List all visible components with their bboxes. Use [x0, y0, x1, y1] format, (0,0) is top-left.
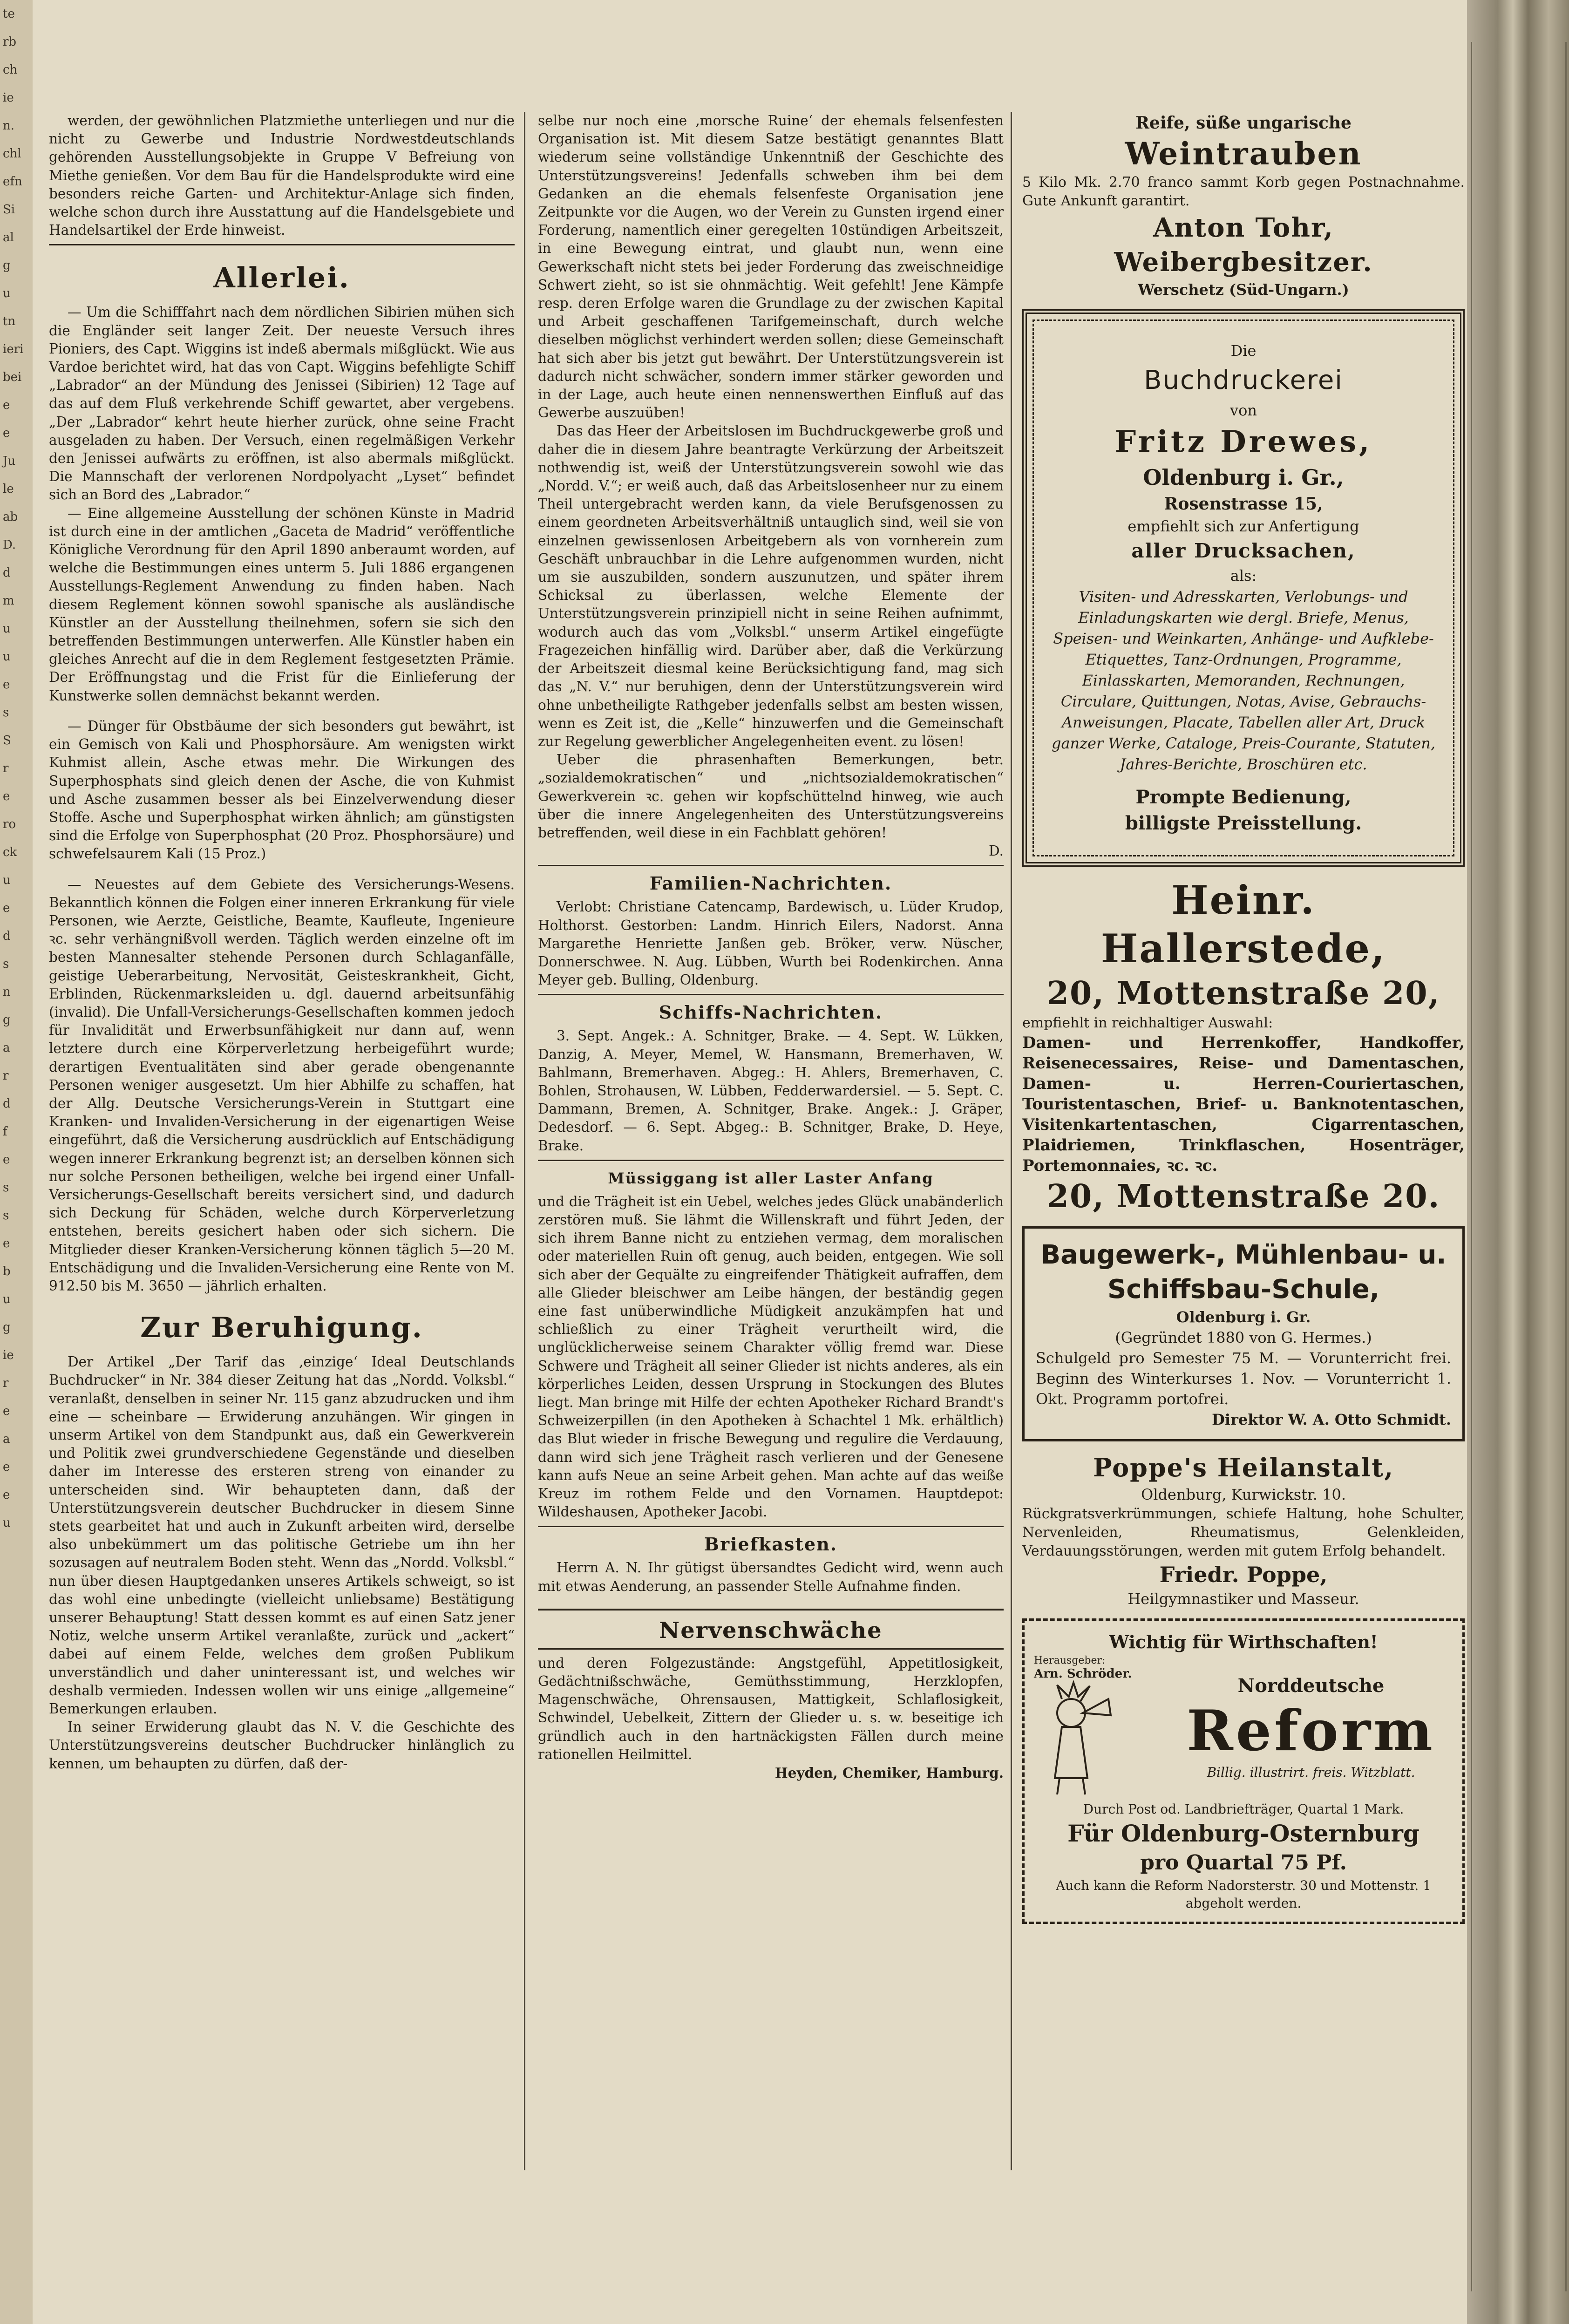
hallerstede-name: Heinr. Hallerstede,	[1100, 877, 1386, 972]
reform-price: pro Quartal 75 Pf.	[1140, 1851, 1347, 1875]
adjacent-page-text-fragment: u	[3, 873, 11, 887]
hallerstede-intro: empfiehlt in reichhaltiger Auswahl:	[1022, 1015, 1273, 1031]
reform-heading: Wichtig für Wirthschaften!	[1109, 1631, 1378, 1652]
buchdruckerei-drucksachen: aller Drucksachen,	[1131, 539, 1356, 562]
reform-editor: Arn. Schröder.	[1034, 1667, 1132, 1681]
column-right	[1022, 112, 1465, 1933]
adjacent-page-text-fragment: ie	[3, 91, 14, 105]
adjacent-page-text-fragment: g	[3, 1320, 11, 1334]
adjacent-page-text-fragment: s	[3, 1209, 9, 1223]
poppe-signature: Friedr. Poppe,	[1159, 1562, 1328, 1587]
adjacent-page-fragment	[0, 0, 34, 2324]
column-rule	[524, 112, 525, 2170]
adjacent-page-text-fragment: e	[3, 1153, 10, 1167]
adjacent-page-text-fragment: chl	[3, 147, 21, 161]
adjacent-page-text-fragment: ab	[3, 510, 18, 524]
poppe-name: Poppe's Heilanstalt,	[1093, 1453, 1394, 1482]
newspaper-page	[33, 0, 1467, 2324]
reform-subtitle: Billig. illustrirt. freis. Witzblatt.	[1207, 1765, 1415, 1780]
adjacent-page-text-fragment: u	[3, 1292, 11, 1306]
adjacent-page-text-fragment: rb	[3, 35, 17, 49]
adjacent-page-text-fragment: u	[3, 622, 11, 636]
buchdruckerei-von: von	[1230, 401, 1257, 419]
baugewerk-founded: (Gegründet 1880 von G. Hermes.)	[1115, 1329, 1372, 1346]
section-heading-briefkasten: Briefkasten.	[704, 1534, 838, 1555]
adjacent-page-text-fragment: te	[3, 7, 15, 21]
adjacent-page-text-fragment: bei	[3, 370, 22, 384]
adjacent-page-text-fragment: e	[3, 789, 10, 803]
muessiggang-text: und die Trägheit ist ein Uebel, welches jedes Glück unabänderlich zerstören muß. Sie lähmt die Willenskraft und führt Jeden, der sich ihrem Banne nicht zu entziehen vermag, dem moralischen oder materiellen Ruin oft genug, auch beiden, entgegen. Wie soll sich aber der Gequälte zu eingreifender Thätigkeit aufraffen, dem alle Glieder bleischwer am Leibe hängen, der beständig gegen eine fast unüberwindliche Müdigkeit anzukämpfen hat und schließlich zu einer Trägheit verurtheilt wird, die unglücklicherweise seinem Charakter völlig fremd war. Diese Schwere und Trägheit all seiner Glieder ist nichts anderes, als ein körperliches Leiden, dessen Ursprung in Stockungen des Blutes liegt. Man bringe mit Hilfe der echten Apotheker Richard Brandt's Schweizerpillen (in den Apotheken à Schachtel 1 Mk. erhältlich) das Blut wieder in frische Bewegung und regulire die Verdauung, dann wird sich jene Trägheit rasch verlieren und der Genesene kann aufs Neue an seine Arbeit gehen. Man achte auf das weiße Kreuz im rothem Felde und den Vornamen. Hauptdepot: Wildeshausen, Apotheker Jacobi.	[538, 1193, 1004, 1520]
section-heading-beruhigung: Zur Beruhigung.	[140, 1311, 423, 1345]
nervenschwaeche-heading: Nervenschwäche	[659, 1617, 883, 1644]
familien-text: Verlobt: Christiane Catencamp, Bardewisch, u. Lüder Krudop, Holthorst. Gestorben: Landm. Hinrich Eilers, Nadorst. Anna Margarethe Henriette Janßen geb. Bröker, verw. Nüscher, Donnerschwee. N. Aug. Lübben, Wurth bei Rodenkirchen. Anna Meyer geb. Bulling, Oldenburg.	[538, 899, 1004, 988]
nervenschwaeche-text: und deren Folgezustände: Angstgefühl, Appetitlosigkeit, Gedächtnißschwäche, Gemüthsstimmung, Herzklopfen, Magenschwäche, Ohrensausen, Mattigkeit, Schlaflosigkeit, Schwindel, Uebelkeit, Zittern der Glieder u. s. w. beseitige ich gründlich auch in den hartnäckigsten Fällen durch meine rationellen Heilmittel.	[538, 1655, 1004, 1762]
adjacent-page-text-fragment: u	[3, 286, 11, 300]
buchdruckerei-als: als:	[1230, 567, 1257, 584]
adjacent-page-text-fragment: Ju	[3, 454, 16, 468]
adjacent-page-text-fragment: Si	[3, 203, 15, 217]
nervenschwaeche-signature: Heyden, Chemiker, Hamburg.	[774, 1765, 1004, 1781]
poppe-ad	[1022, 1451, 1465, 1609]
buchdruckerei-items: Visiten- und Adresskarten, Verlobungs- und Einladungskarten wie dergl. Briefe, Menus, Speisen- und Weinkarten, Anhänge- und Aufklebe-Etiquettes, Tanz-Ordnungen, Programme, Einlasskarten, Memoranden, Rechnungen, Circulare, Quittungen, Notas, Avise, Gebrauchs-Anweisungen, Placate, Tabellen aller Art, Druck ganzer Werke, Cataloge, Preis-Courante, Statuten, Jahres-Berichte, Broschüren etc.	[1051, 588, 1435, 773]
weintrauben-location: Werschetz (Süd-Ungarn.)	[1138, 281, 1349, 299]
schiffs-text: 3. Sept. Angek.: A. Schnitger, Brake. — 4. Sept. W. Lükken, Danzig, A. Meyer, Memel, W. Hansmann, Bremerhaven, W. Bahlmann, Bremerhaven. Abgeg.: H. Ahlers, Bremerhaven, C. Bohlen, Strohausen, W. Lübben, Fedderwardersiel. — 5. Sept. C. Dammann, Bremen, A. Schnitger, Brake. Angek.: J. Gräper, Dedesdorf. — 6. Sept. Abgeg.: B. Schnitger, Brake, D. Heye, Brake.	[538, 1028, 1004, 1154]
adjacent-page-text-fragment: ieri	[3, 342, 24, 356]
buchdruckerei-ad	[1022, 309, 1465, 867]
adjacent-page-text-fragment: ie	[3, 1348, 14, 1362]
adjacent-page-text-fragment: S	[3, 734, 11, 747]
reform-norddeutsche: Norddeutsche	[1237, 1675, 1385, 1697]
jester-trumpet-icon	[1034, 1680, 1113, 1797]
intro-paragraph: werden, der gewöhnlichen Platzmiethe unterliegen und nur die nicht zu Gewerbe und Industrie Nordwestdeutschlands gehörenden Ausstellungsobjekte in Gruppe V Befreiung von Miethe genießen. Vor dem Bau für die Handelsprodukte wird eine besonders reiche Garten- und Architektur-Anlage sich finden, welche schon durch ihre Ausstattung auf die Handelsgebiete und Handelsartikel der Erde hinweist.	[49, 113, 515, 238]
briefkasten-text: Herrn A. N. Ihr gütigst übersandtes Gedicht wird, wenn auch mit etwas Aenderung, an passender Stelle Aufnahme finden.	[538, 1560, 1004, 1594]
poppe-title: Heilgymnastiker und Masseur.	[1128, 1590, 1359, 1608]
reform-editor-label: Herausgeber:	[1034, 1655, 1106, 1666]
muessiggang-title: Müssiggang ist aller Laster Anfang	[608, 1169, 934, 1187]
reform-ad	[1022, 1618, 1465, 1924]
buchdruckerei-service: Prompte Bedienung,	[1135, 786, 1352, 808]
poppe-text: Rückgratsverkrümmungen, schiefe Haltung, hohe Schulter, Nervenleiden, Rheumatismus, Gelenkleiden, Verdauungsstörungen, werden mit gutem Erfolg behandelt.	[1022, 1506, 1465, 1559]
hallerstede-address-repeat: 20, Mottenstraße 20.	[1046, 1178, 1440, 1215]
adjacent-page-text-fragment: d	[3, 1097, 11, 1111]
adjacent-page-text-fragment: b	[3, 1264, 11, 1278]
reform-region: Für Oldenburg-Osternburg	[1067, 1820, 1420, 1847]
adjacent-page-text-fragment: D.	[3, 538, 16, 552]
adjacent-page-text-fragment: f	[3, 1125, 7, 1139]
adjacent-page-text-fragment: a	[3, 1041, 10, 1055]
baugewerk-director: Direktor W. A. Otto Schmidt.	[1212, 1411, 1451, 1428]
buchdruckerei-offer: empfiehlt sich zur Anfertigung	[1128, 517, 1359, 535]
article-paragraph: — Um die Schifffahrt nach dem nördlichen Sibirien mühen sich die Engländer seit langer Zeit. Der neueste Versuch ihres Pioniers, des Capt. Wiggins ist indeß abermals mißglückt. Wie aus Vardoe berichtet wird, hat das von Capt. Wiggins befehligte Schiff „Labrador“ an der Mündung des Jenissei (Sibirien) 12 Tage auf das auf dem Fluß verkehrende Schiff gewartet, aber vergebens. „Der „Labrador“ kehrt heute hierher zurück, ohne seine Fracht ausgeladen zu haben. Der Versuch, einen regelmäßigen Verkehr den Jenissei aufwärts zu eröffnen, ist also abermals mißglückt. Die Mannschaft der verlorenen Nordpolyacht „Lyset“ befindet sich an Bord des „Labrador.“	[49, 304, 515, 503]
adjacent-page-text-fragment: e	[3, 398, 10, 412]
section-divider	[49, 244, 515, 245]
hallerstede-ad	[1022, 876, 1465, 1217]
buchdruckerei-street: Rosenstrasse 15,	[1164, 494, 1323, 514]
adjacent-page-text-fragment: a	[3, 1432, 10, 1446]
section-heading-allerlei: Allerlei.	[213, 262, 350, 295]
column-rule	[1011, 112, 1012, 2170]
hallerstede-address: 20, Mottenstraße 20,	[1046, 975, 1440, 1012]
baugewerk-title-2: Schiffsbau-Schule,	[1107, 1274, 1379, 1305]
adjacent-page-text-fragment: n.	[3, 119, 15, 133]
adjacent-page-text-fragment: s	[3, 1181, 9, 1195]
weintrauben-ad	[1022, 112, 1465, 300]
adjacent-page-text-fragment: ck	[3, 845, 17, 859]
weintrauben-seller: Anton Tohr, Weibergbesitzer.	[1114, 212, 1373, 278]
adjacent-page-text-fragment: e	[3, 1404, 10, 1418]
buchdruckerei-prices: billigste Preisstellung.	[1125, 812, 1362, 834]
column-left	[49, 112, 515, 1773]
nervenschwaeche-ad	[538, 1609, 1004, 1650]
adjacent-page-text-fragment: le	[3, 482, 14, 496]
reform-title: Reform	[1187, 1698, 1435, 1764]
section-divider	[538, 865, 1004, 866]
adjacent-page-text-fragment: e	[3, 1237, 10, 1250]
poppe-location: Oldenburg, Kurwickstr. 10.	[1141, 1486, 1346, 1503]
column-middle	[538, 112, 1004, 1782]
article-paragraph: selbe nur noch eine ‚morsche Ruine‘ der ehemals felsenfesten Organisation ist. Mit diesem Satze bestätigt genanntes Blatt wiederum seine vollständige Unkenntniß der Geschichte des Unterstützungsvereins! Jedenfalls schweben ihm bei dem Gedanken an die ehemals felsenfeste Organisation jene Zeitpunkte vor die Augen, wo der Verein zu Gunsten irgend einer Forderung, namentlich einer geregelten 10stündigen Arbeitszeit, in eine Bewegung eintrat, und glaubt nun, wenn eine Gewerkschaft nicht stets bei jeder Forderung das zweischneidige Schwert zieht, so ist sie ohnmächtig. Weit gefehlt! Jene Kämpfe resp. deren Erfolge waren die Grundlage zu der zwischen Kapital und Arbeit geschaffenen Tarifgemeinschaft, durch welche dieselben möglichst verhindert werden sollen; diese Gemeinschaft hat sich aber bis jetzt gut bewährt. Der Unterstützungsverein ist dadurch nicht schwächer, sondern immer stärker geworden und in der Lage, auch heute einen nennenswerthen Einfluß auf das Gewerbe auszuüben!	[538, 113, 1004, 421]
buchdruckerei-die: Die	[1230, 342, 1257, 360]
adjacent-page-text-fragment: s	[3, 957, 9, 971]
adjacent-page-text-fragment: e	[3, 901, 10, 915]
weintrauben-text: 5 Kilo Mk. 2.70 franco sammt Korb gegen Postnachnahme. Gute Ankunft garantirt.	[1022, 174, 1465, 209]
baugewerk-ad	[1022, 1226, 1465, 1441]
section-divider	[538, 1526, 1004, 1527]
adjacent-page-text-fragment: u	[3, 1516, 11, 1530]
baugewerk-details: Schulgeld pro Semester 75 M. — Vorunterricht frei. Beginn des Winterkurses 1. Nov. — Vorunterricht 1. Okt. Programm portofrei.	[1036, 1349, 1451, 1408]
baugewerk-title-1: Baugewerk-, Mühlenbau- u.	[1040, 1240, 1447, 1270]
section-heading-schiffs: Schiffs-Nachrichten.	[659, 1002, 883, 1023]
adjacent-page-text-fragment: ro	[3, 817, 16, 831]
article-paragraph: In seiner Erwiderung glaubt das N. V. die Geschichte des Unterstützungsvereins deutscher Buchdrucker hinlänglich zu kennen, um behaupten zu dürfen, daß der-	[49, 1719, 515, 1772]
adjacent-page-text-fragment: e	[3, 1488, 10, 1502]
adjacent-page-text-fragment: e	[3, 1460, 10, 1474]
book-spine	[1467, 0, 1569, 2324]
section-heading-familien: Familien-Nachrichten.	[649, 873, 892, 894]
section-divider	[538, 1160, 1004, 1161]
reform-pickup-note: Auch kann die Reform Nadorsterstr. 30 und Mottenstr. 1 abgeholt werden.	[1056, 1878, 1431, 1911]
article-paragraph: Der Artikel „Der Tarif das ‚einzige‘ Ideal Deutschlands Buchdrucker“ in Nr. 384 dieser Zeitung hat das „Nordd. Volksbl.“ veranlaßt, denselben in seiner Nr. 115 ganz abzudrucken und ihm eine — scheinbare — Erwiderung anzuhängen. Wir gingen in unserm Artikel von dem Standpunkt aus, daß ein Gewerkverein und Politik zwei grundverschiedene Gegenstände und dieselben daher im Interesse des ersteren streng von einander zu unterscheiden sind. Wir behaupteten dann, daß der Unterstützungsverein deutscher Buchdrucker in diesem Sinne stets gearbeitet hat und auch in Zukunft arbeiten wird, derselbe also unbekümmert um das politische Getriebe um ihn her sozusagen auf neutralem Boden steht. Wenn das „Nordd. Volksbl.“ nun über diesen Hauptgedanken unseres Artikels schweigt, so ist das wohl eine unbedingte (vielleicht unliebsame) Bestätigung unserer Behauptung! Statt dessen kommt es auf einen Satz jener Notiz, welche unserm Artikel veranlaßte, zurück und „ackert“ dabei auf einem Felde, welches dem großen Publikum unverständlich und daher uninteressant ist, und welches wir deshalb vermieden. Indessen wollen wir uns einige „allgemeine“ Bemerkungen erlauben.	[49, 1354, 515, 1717]
hallerstede-items: Damen- und Herrenkoffer, Handkoffer, Reisenecessaires, Reise- und Damentaschen, Damen- u. Herren-Couriertaschen, Touristentaschen, Brief- u. Banknotentaschen, Visitenkartentaschen, Cigarrentaschen, Plaidriemen, Trinkflaschen, Hosenträger, Portemonnaies, ꝛc. ꝛc.	[1022, 1033, 1465, 1175]
adjacent-page-text-fragment: e	[3, 426, 10, 440]
buchdruckerei-owner: Fritz Drewes,	[1114, 424, 1372, 459]
adjacent-page-text-fragment: efn	[3, 175, 22, 189]
baugewerk-city: Oldenburg i. Gr.	[1176, 1308, 1311, 1326]
buchdruckerei-city: Oldenburg i. Gr.,	[1143, 465, 1344, 490]
adjacent-page-text-fragment: u	[3, 650, 11, 664]
adjacent-page-text-fragment: r	[3, 1069, 9, 1083]
weintrauben-title: Weintrauben	[1125, 136, 1362, 172]
adjacent-page-text-fragment: r	[3, 761, 9, 775]
reform-delivery: Durch Post od. Landbriefträger, Quartal 1 Mark.	[1083, 1801, 1404, 1817]
section-divider	[538, 994, 1004, 995]
adjacent-page-text-fragment: g	[3, 1013, 11, 1027]
article-paragraph: — Neuestes auf dem Gebiete des Versicherungs-Wesens. Bekanntlich können die Folgen einer inneren Erkrankung für viele Personen, wie Aerzte, Geistliche, Beamte, Kaufleute, Ingenieure ꝛc. sehr verhängnißvoll werden. Täglich werden einzelne oft im besten Mannesalter stehende Personen durch Schlaganfälle, geistige Ueberarbeitung, Nervosität, Geisteskrankheit, Gicht, Erblinden, Rückenmarksleiden u. dgl. dauernd arbeitsunfähig (invalid). Die Unfall-Versicherungs-Gesellschaften kommen jedoch für Invalidität und Erwerbsunfähigkeit nur dann auf, wenn letztere durch eine Körperverletzung herbeigeführt wurde; derartigen Eventualitäten sind aber gerade obengenannte Personen weniger ausgesetzt. Um hier Abhilfe zu schaffen, hat der Allg. Deutsche Versicherungs-Verein in Stuttgart eine Kranken- und Invaliden-Versicherung in der eigenartigen Weise eingeführt, daß die Versicherung ausdrücklich auf Entschädigung wegen innerer Erkrankung begrenzt ist; an derselben können sich nur solche Personen betheiligen, welche bei irgend einer Unfall-Versicherungs-Gesellschaft bereits versichert sind, und dadurch sich Deckung für Schäden, welche durch Körperverletzung entstehen, bereits gesichert haben oder sich sichern. Die Mitglieder dieser Kranken-Versicherung können täglich 5—20 M. Entschädigung und die Invaliden-Versicherung eine Rente von M. 912.50 bis M. 3650 — jährlich erhalten.	[49, 876, 515, 1294]
article-paragraph: Ueber die phrasenhaften Bemerkungen, betr. „sozialdemokratischen“ und „nichtsozialdemokratischen“ Gewerkverein ꝛc. gehen wir kopfschüttelnd hinweg, wie auch über die innere Angelegenheiten des Unterstützungsvereins betreffenden, weil diese in ein Fachblatt gehören!	[538, 752, 1004, 841]
adjacent-page-text-fragment: d	[3, 566, 11, 580]
article-paragraph: — Eine allgemeine Ausstellung der schönen Künste in Madrid ist durch eine in der amtlichen „Gaceta de Madrid“ veröffentliche Königliche Verordnung für den April 1890 anberaumt worden, auf welche die Bestimmungen eines unterm 5. Juli 1886 ergangenen Ausstellungs-Reglement Anwendung zu finden haben. Nach diesem Reglement können sowohl spanische als ausländische Künstler an der Ausstellung theilnehmen, sofern sie sich den betreffenden Bestimmungen unterwerfen. Alle Künstler haben ein gleiches Anrecht auf die in dem Reglement festgesetzten Prämie. Der Eröffnungstag und die Frist für die Einlieferung der Kunstwerke sollen demnächst bekannt werden.	[49, 505, 515, 704]
adjacent-page-text-fragment: d	[3, 929, 11, 943]
adjacent-page-text-fragment: tn	[3, 314, 16, 328]
adjacent-page-text-fragment: g	[3, 258, 11, 272]
adjacent-page-text-fragment: m	[3, 594, 14, 608]
article-paragraph: Das das Heer der Arbeitslosen im Buchdruckgewerbe groß und daher die in diesem Jahre beantragte Verkürzung der Arbeitszeit nothwendig ist, weiß der Unterstützungsverein sowohl wie das „Nordd. V.“; er weiß auch, daß das Arbeitslosenheer nur zu einem Theil untergebracht werden kann, da viele Berufsgenossen zu einem geordneten Arbeitsverhältniß untauglich sind, weil sie von einzelnen gewissenlosen Arbeitgebern als von vornherein zum Geschäft unbrauchbar in die Lehre aufgenommen wurden, nicht um sie auszubilden, sondern auszunutzen, und später ihrem Schicksal zu überlassen, welche Elemente der Unterstützungsverein prinzipiell nicht in seine Reihen aufnimmt, wodurch auch das vom „Volksbl.“ unserm Artikel eingefügte Fragezeichen hinfällig wird. Darüber aber, daß die Verkürzung der Arbeitszeit diesmal keine Berücksichtigung fand, mag sich das „N. V.“ nur beruhigen, denn der Unterstützungsverein wird ohne unbetheiligte Rathgeber jedenfalls selbst am besten wissen, wenn es Zeit ist, die „Kelle“ hinzuwerfen und die Gemeinschaft zur Regelung gewerblicher Angelegenheiten event. zu lösen!	[538, 423, 1004, 749]
adjacent-page-text-fragment: n	[3, 985, 11, 999]
buchdruckerei-title: Buchdruckerei	[1144, 365, 1343, 395]
weintrauben-lead: Reife, süße ungarische	[1135, 113, 1352, 133]
adjacent-page-text-fragment: e	[3, 678, 10, 692]
article-signature: D.	[989, 843, 1004, 859]
adjacent-page-text-fragment: s	[3, 706, 9, 720]
adjacent-page-text-fragment: r	[3, 1376, 9, 1390]
adjacent-page-text-fragment: ch	[3, 63, 18, 77]
article-paragraph: — Dünger für Obstbäume der sich besonders gut bewährt, ist ein Gemisch von Kali und Phosphorsäure. Am wenigsten wirkt Kuhmist allein, Asche etwas mehr. Die Wirkungen des Superphosphats sind gleich denen der Asche, die von Kuhmist und Asche zusammen besser als bei Einzelverwendung dieser Stoffe. Asche und Superphosphat wirken ähnlich; am günstigsten sind die Erfolge von Superphosphat (20 Proz. Phosphorsäure) und schwefelsaurem Kali (15 Proz.)	[49, 718, 515, 862]
adjacent-page-text-fragment: al	[3, 231, 14, 245]
